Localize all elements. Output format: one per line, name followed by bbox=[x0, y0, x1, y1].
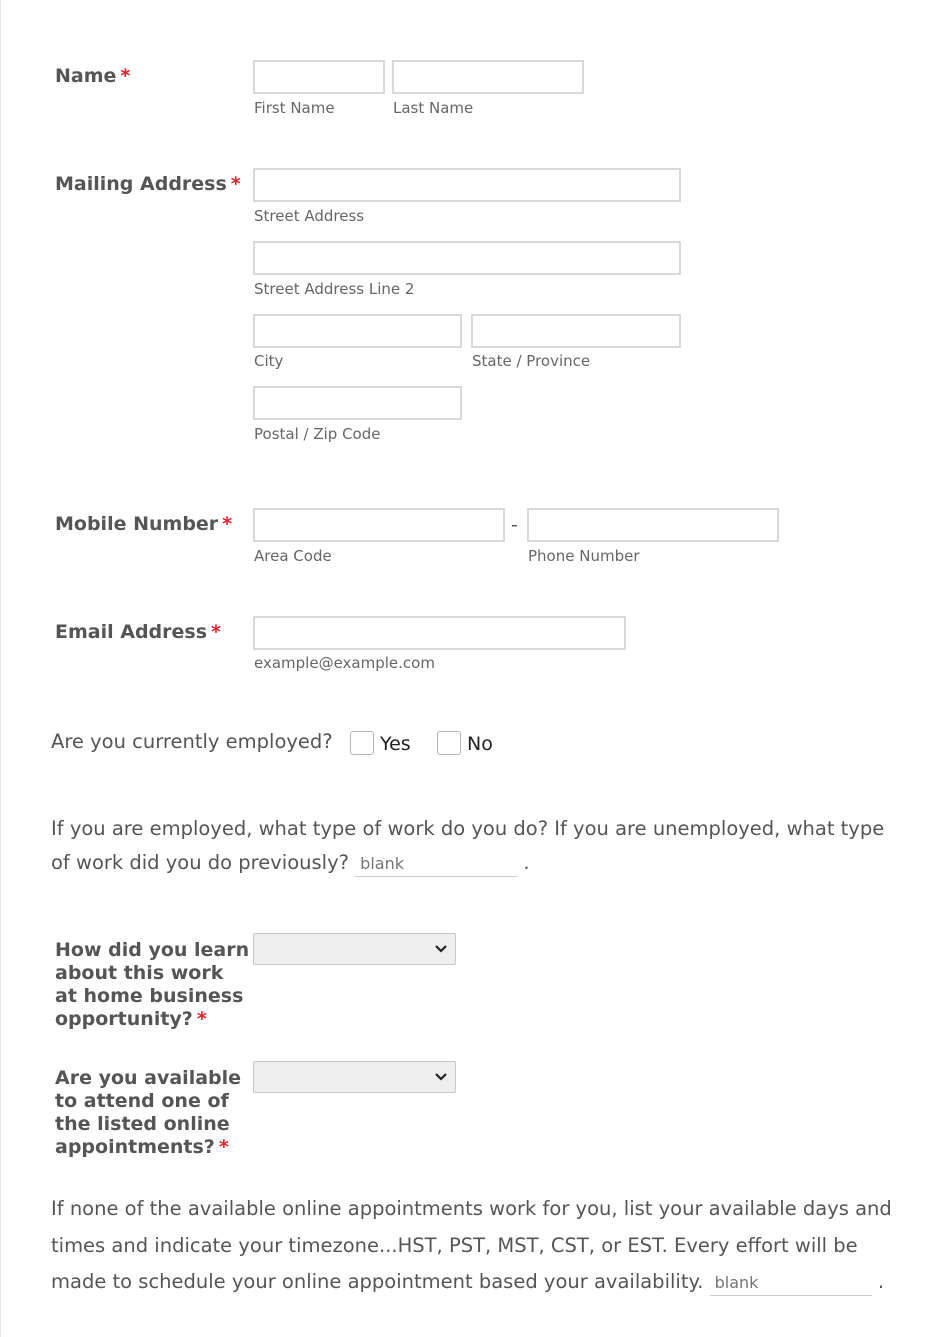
area-code-input[interactable] bbox=[253, 508, 505, 542]
employed-no-checkbox[interactable] bbox=[437, 731, 461, 755]
city-input[interactable] bbox=[253, 314, 462, 348]
email-input[interactable] bbox=[253, 616, 626, 650]
area-code-sublabel: Area Code bbox=[254, 547, 332, 565]
city-sublabel: City bbox=[254, 352, 284, 370]
required-asterisk: * bbox=[211, 621, 221, 643]
employed-no-label[interactable]: No bbox=[467, 733, 493, 755]
required-asterisk: * bbox=[120, 65, 131, 87]
street-address-sublabel: Street Address bbox=[254, 207, 365, 225]
availability-text-line2: times and indicate your timezone...HST, PST, MST, CST, or EST. Every effort will be bbox=[51, 1234, 858, 1257]
employed-yes-checkbox[interactable] bbox=[350, 731, 374, 755]
available-label: Are you available to attend one of the listed online appointments? * bbox=[55, 1067, 242, 1158]
work-type-period: . bbox=[523, 851, 530, 874]
phone-separator: - bbox=[511, 514, 518, 536]
email-address-label: Email Address * bbox=[55, 621, 221, 643]
appointment-availability-select[interactable] bbox=[253, 1061, 456, 1093]
availability-input[interactable] bbox=[710, 1270, 872, 1296]
required-asterisk: * bbox=[230, 173, 241, 195]
mobile-number-label: Mobile Number * bbox=[55, 513, 233, 535]
name-label: Name * bbox=[55, 65, 131, 87]
state-province-input[interactable] bbox=[471, 314, 681, 348]
state-province-sublabel: State / Province bbox=[472, 352, 591, 370]
learn-label: How did you learn about this work at home business opportunity? * bbox=[55, 939, 250, 1030]
work-type-question-line2: of work did you do previously? blank . bbox=[51, 851, 530, 877]
work-type-question-line1: If you are employed, what type of work do you do? If you are unemployed, what type bbox=[51, 817, 885, 840]
work-type-input[interactable] bbox=[355, 851, 517, 877]
learn-source-select[interactable] bbox=[253, 933, 456, 965]
last-name-sublabel: Last Name bbox=[393, 99, 474, 117]
availability-text-line1: If none of the available online appointments work for you, list your available days and bbox=[51, 1197, 892, 1220]
street-address-line2-input[interactable] bbox=[253, 241, 681, 275]
postal-code-sublabel: Postal / Zip Code bbox=[254, 425, 381, 443]
street-address-input[interactable] bbox=[253, 168, 681, 202]
chevron-down-icon bbox=[433, 939, 449, 959]
phone-number-input[interactable] bbox=[527, 508, 779, 542]
first-name-sublabel: First Name bbox=[254, 99, 335, 117]
last-name-input[interactable] bbox=[392, 60, 584, 94]
phone-number-sublabel: Phone Number bbox=[528, 547, 640, 565]
first-name-input[interactable] bbox=[253, 60, 385, 94]
availability-period: . bbox=[877, 1270, 885, 1293]
required-asterisk: * bbox=[196, 1008, 207, 1030]
required-asterisk: * bbox=[218, 1136, 229, 1158]
required-asterisk: * bbox=[222, 513, 233, 535]
employed-yes-label[interactable]: Yes bbox=[380, 733, 411, 755]
email-sublabel: example@example.com bbox=[254, 654, 435, 672]
chevron-down-icon bbox=[433, 1067, 449, 1087]
mailing-address-label: Mailing Address * bbox=[55, 173, 241, 195]
street-address-line2-sublabel: Street Address Line 2 bbox=[254, 280, 415, 298]
availability-text-line3: made to schedule your online appointment based your availability. blank . bbox=[51, 1270, 884, 1296]
postal-code-input[interactable] bbox=[253, 386, 462, 420]
employed-question: Are you currently employed? bbox=[51, 730, 333, 753]
